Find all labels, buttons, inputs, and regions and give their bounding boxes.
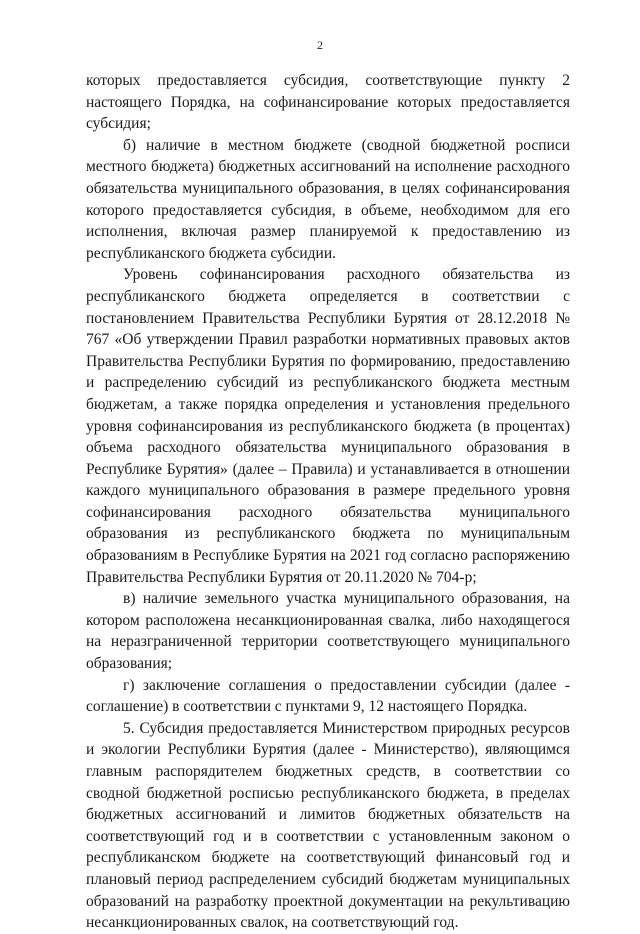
paragraph-item-v: в) наличие земельного участка муниципального образования, на котором расположена несанкционированная свалка, либо находящегося на неразграниченной территории соответствующего муниципального образования; [86, 590, 570, 673]
paragraph-item-g: г) заключение соглашения о предоставлении субсидии (далее - соглашение) в соответствии с пунктами 9, 12 настоящего Порядка. [86, 676, 570, 716]
paragraph-continuation: которых предоставляется субсидия, соответствующие пункту 2 настоящего Порядка, на софинансирование которых предоставляется субсидия; [86, 72, 570, 133]
paragraph-section-5: 5. Субсидия предоставляется Министерством природных ресурсов и экологии Республики Бурятия (далее - Министерство), являющимся главным распорядителем бюджетных средств, в соответствии со сводной бюджетной росписью республиканского бюджета, в пределах бюджетных ассигнований и лимитов бюджетных обязательств на соответствующий год и в соответствии с установленным законом о республиканском бюджете на соответствующий финансовый год и плановый период распределением субсидий бюджетам муниципальных образований на разработку проектной документации на рекультивацию несанкционированных свалок, на соответствующий год. [86, 719, 570, 932]
paragraph-cofinancing-level: Уровень софинансирования расходного обязательства из республиканского бюджета определяется в соответствии с постановлением Правительства Республики Бурятия от 28.12.2018 № 767 «Об утверждении Правил разработки нормативных правовых актов Правительства Республики Бурятия по формированию, предоставлению и распределению субсидий из республиканского бюджета местным бюджетам, а также порядка определения и установления предельного уровня софинансирования из республиканского бюджета (в процентах) объема расходного обязательства муниципального образования в Республике Бурятия» (далее – Правила) и устанавливается в отношении каждого муниципального образования в размере предельного уровня софинансирования расходного обязательства муниципального образования из республиканского бюджета по муниципальным образованиям в Республике Бурятия на 2021 год согласно распоряжению Правительства Республики Бурятия от 20.11.2020 № 704-р; [86, 266, 570, 586]
document-body [86, 70, 570, 934]
paragraph-item-b: б) наличие в местном бюджете (сводной бюджетной росписи местного бюджета) бюджетных ассигнований на исполнение расходного обязательства муниципального образования, в целях софинансирования которого предоставляется субсидия, в объеме, необходимом для его исполнения, включая размер планируемой к предоставлению из республиканского бюджета субсидии. [86, 136, 570, 262]
page-number: 2 [317, 38, 323, 52]
